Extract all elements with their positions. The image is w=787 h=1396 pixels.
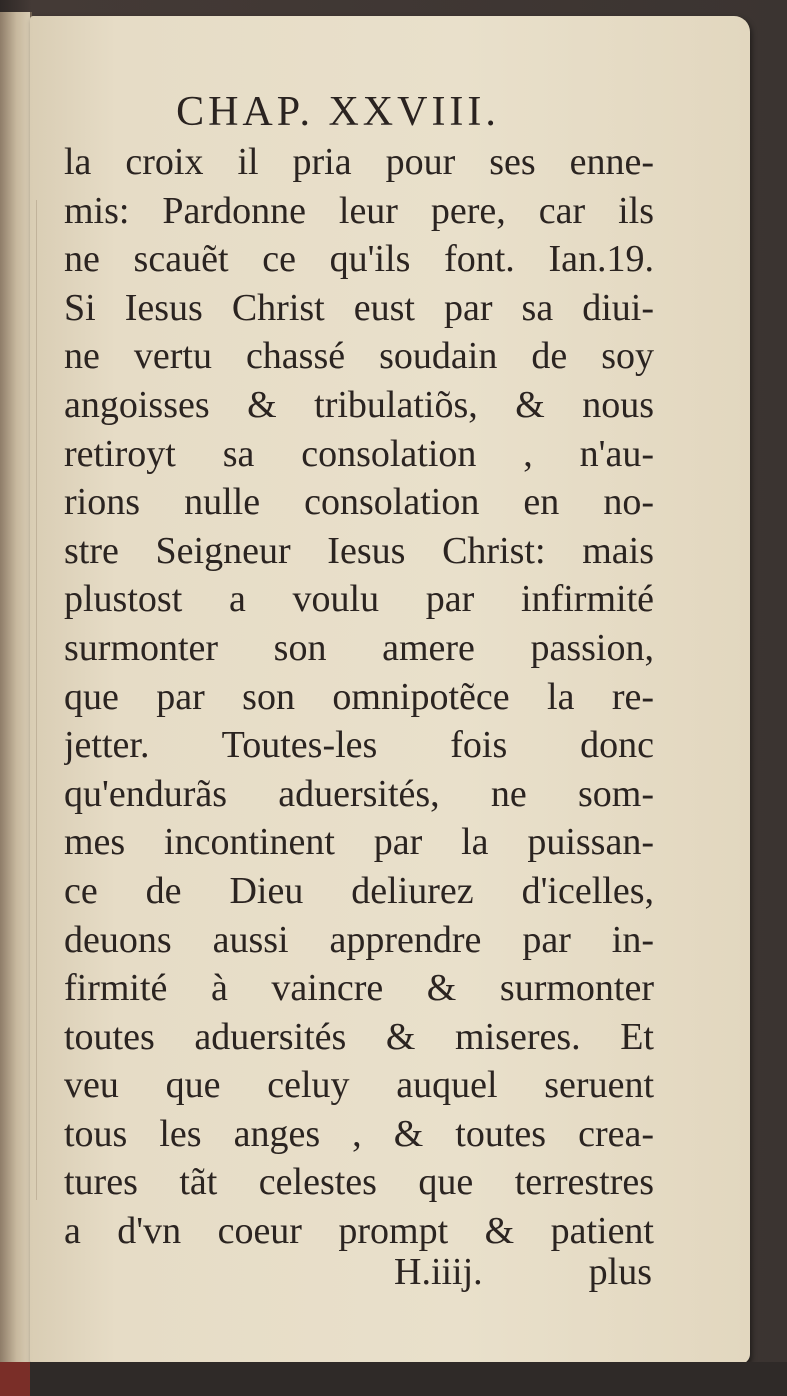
- text-line: deuons aussi apprendre par in-: [64, 918, 654, 961]
- text-line: la croix il pria pour ses enne-: [64, 141, 654, 183]
- text-line: toutes aduersités & miseres. Et: [64, 1015, 654, 1058]
- text-body: [64, 138, 654, 1256]
- chapter-heading: CHAP. XXVIII.: [176, 89, 500, 135]
- text-line: rions nulle consolation en no-: [64, 481, 654, 524]
- text-line: ne vertu chassé soudain de soy: [64, 335, 654, 378]
- text-line: firmité à vaincre & surmonter: [64, 967, 654, 1010]
- binding-corner: [0, 1362, 30, 1396]
- text-line: ne scauẽt ce qu'ils font. Ian.19.: [64, 238, 654, 281]
- text-line: mis: Pardonne leur pere, car ils: [64, 189, 654, 232]
- text-line: plustost a voulu par infirmité: [64, 578, 654, 621]
- book-binding: [0, 12, 32, 1384]
- text-line: surmonter son amere passion,: [64, 626, 654, 669]
- text-line: jetter. Toutes-les fois donc: [64, 724, 654, 767]
- text-line: tures tãt celestes que terrestres: [64, 1161, 654, 1204]
- text-line: stre Seigneur Iesus Christ: mais: [64, 529, 654, 572]
- text-line: veu que celuy auquel seruent: [64, 1064, 654, 1107]
- text-line: qu'endurãs aduersités, ne som-: [64, 772, 654, 815]
- text-line: angoisses & tribulatiõs, & nous: [64, 383, 654, 426]
- catchword: plus: [588, 1251, 652, 1293]
- text-line: ce de Dieu deliurez d'icelles,: [64, 869, 654, 912]
- text-line: Si Iesus Christ eust par sa diui-: [64, 286, 654, 329]
- text-line: a d'vn coeur prompt & patient: [64, 1210, 654, 1253]
- text-line: mes incontinent par la puissan-: [64, 821, 654, 864]
- signature-mark: H.iiij.: [394, 1251, 483, 1293]
- text-line: retiroyt sa consolation , n'au-: [64, 432, 654, 475]
- text-line: tous les anges , & toutes crea-: [64, 1112, 654, 1155]
- page-crease: [36, 200, 37, 1200]
- text-line: que par son omnipotẽce la re-: [64, 675, 654, 718]
- bottom-edge: [0, 1362, 787, 1396]
- page-footer: [64, 1250, 652, 1298]
